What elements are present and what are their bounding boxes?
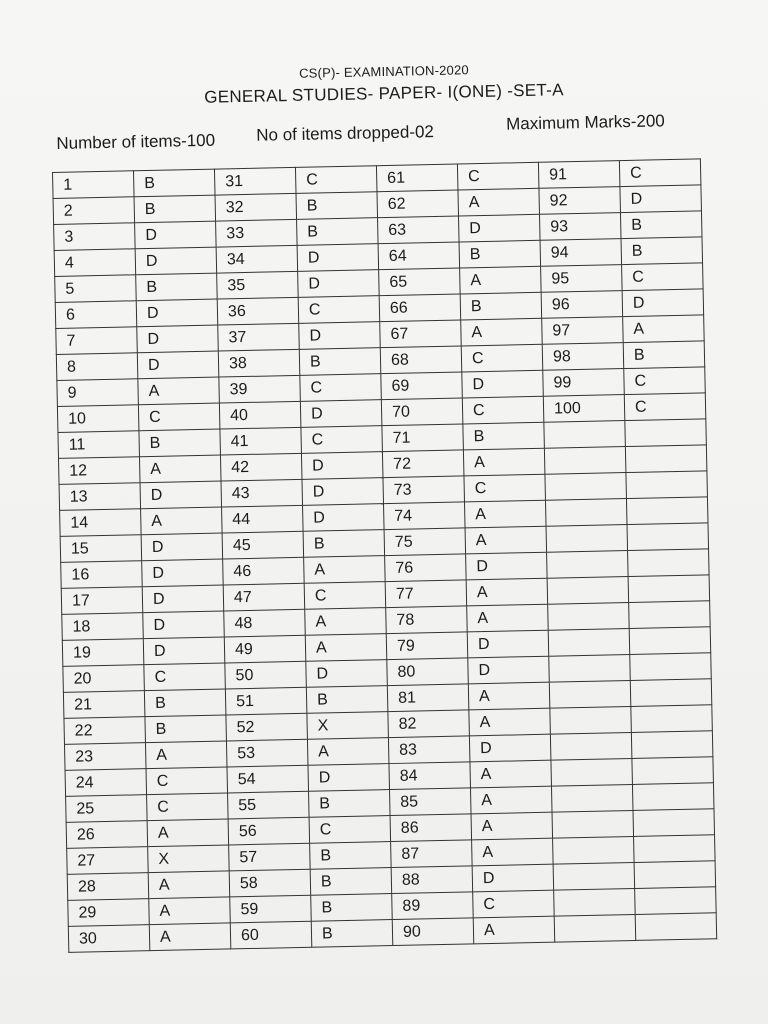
question-number-cell: 58 — [229, 869, 311, 897]
answer-cell: A — [149, 923, 231, 951]
answer-cell: A — [305, 634, 387, 662]
question-number-cell — [551, 758, 633, 786]
answer-cell: C — [138, 403, 220, 431]
answer-cell: A — [139, 455, 221, 483]
question-number-cell: 66 — [379, 294, 461, 322]
answer-cell: A — [305, 608, 387, 636]
question-number-cell — [544, 421, 626, 449]
question-number-cell: 12 — [58, 457, 140, 485]
answer-cell — [629, 627, 711, 655]
answer-cell — [632, 783, 714, 811]
question-number-cell: 10 — [57, 405, 139, 433]
question-number-cell: 42 — [220, 453, 302, 481]
question-number-cell: 55 — [228, 791, 310, 819]
answer-cell: A — [460, 266, 542, 294]
question-number-cell: 20 — [63, 665, 145, 693]
question-number-cell: 70 — [381, 398, 463, 426]
answer-cell: D — [143, 637, 225, 665]
question-number-cell: 46 — [223, 557, 305, 585]
answer-cell — [635, 887, 717, 915]
question-number-cell: 16 — [61, 561, 143, 589]
answer-key-table — [52, 158, 717, 952]
question-number-cell — [553, 836, 635, 864]
answer-cell: D — [142, 559, 224, 587]
question-number-cell: 23 — [64, 743, 146, 771]
question-number-cell: 21 — [63, 691, 145, 719]
answer-cell — [627, 523, 709, 551]
question-number-cell: 62 — [377, 190, 459, 218]
answer-cell — [626, 497, 708, 525]
question-number-cell — [554, 914, 636, 942]
question-number-cell: 77 — [385, 580, 467, 608]
answer-cell: D — [462, 370, 544, 398]
answer-cell: D — [620, 185, 702, 213]
answer-cell: B — [311, 920, 393, 948]
answer-cell: A — [147, 819, 229, 847]
question-number-cell: 35 — [217, 271, 299, 299]
question-number-cell: 27 — [67, 847, 149, 875]
question-number-cell: 2 — [53, 197, 135, 225]
question-number-cell: 53 — [226, 739, 308, 767]
answer-cell: B — [310, 842, 392, 870]
answer-cell: B — [139, 429, 221, 457]
question-number-cell: 54 — [227, 765, 309, 793]
question-number-cell: 30 — [68, 925, 150, 953]
question-number-cell: 31 — [214, 167, 296, 195]
question-number-cell: 4 — [54, 249, 136, 277]
question-number-cell: 56 — [228, 817, 310, 845]
answer-cell: C — [624, 367, 706, 395]
answer-cell: D — [135, 247, 217, 275]
answer-cell: D — [136, 299, 218, 327]
answer-cell: C — [622, 263, 704, 291]
answer-cell: B — [296, 192, 378, 220]
answer-table-wrapper — [52, 158, 717, 952]
answer-cell: B — [623, 341, 705, 369]
answer-cell: D — [299, 322, 381, 350]
answer-cell: D — [469, 734, 551, 762]
answer-cell: A — [141, 507, 223, 535]
maximum-marks: Maximum Marks-200 — [505, 111, 665, 134]
question-number-cell — [554, 888, 636, 916]
question-number-cell — [547, 577, 629, 605]
question-number-cell: 73 — [383, 476, 465, 504]
question-number-cell: 26 — [66, 821, 148, 849]
answer-cell: B — [463, 422, 545, 450]
question-number-cell: 43 — [221, 479, 303, 507]
question-number-cell: 69 — [381, 372, 463, 400]
question-number-cell: 25 — [66, 795, 148, 823]
answer-cell: D — [459, 214, 541, 242]
question-number-cell: 13 — [59, 483, 141, 511]
answer-cell: A — [468, 682, 550, 710]
answer-cell: A — [458, 188, 540, 216]
question-number-cell: 3 — [54, 223, 136, 251]
answer-cell: A — [461, 318, 543, 346]
meta-info — [56, 111, 696, 153]
answer-cell: A — [465, 526, 547, 554]
answer-cell: D — [297, 244, 379, 272]
answer-cell — [628, 575, 710, 603]
question-number-cell: 40 — [219, 401, 301, 429]
answer-cell — [628, 549, 710, 577]
question-number-cell: 65 — [379, 268, 461, 296]
answer-cell: C — [462, 396, 544, 424]
question-number-cell: 100 — [543, 395, 625, 423]
question-number-cell: 41 — [220, 427, 302, 455]
question-number-cell: 67 — [380, 320, 462, 348]
question-number-cell: 75 — [384, 528, 466, 556]
question-number-cell: 29 — [68, 899, 150, 927]
question-number-cell: 38 — [218, 349, 300, 377]
answer-cell: D — [141, 533, 223, 561]
question-number-cell: 63 — [378, 216, 460, 244]
question-number-cell: 84 — [389, 762, 471, 790]
answer-cell: B — [459, 240, 541, 268]
answer-cell: A — [145, 741, 227, 769]
answer-cell: A — [467, 604, 549, 632]
question-number-cell — [551, 784, 633, 812]
answer-cell — [631, 731, 713, 759]
answer-cell: B — [297, 218, 379, 246]
question-number-cell — [546, 525, 628, 553]
paper-title: GENERAL STUDIES- PAPER- I(ONE) -SET-A — [204, 80, 564, 107]
question-number-cell: 76 — [385, 554, 467, 582]
answer-cell: X — [148, 845, 230, 873]
question-number-cell: 34 — [216, 245, 298, 273]
answer-cell: X — [307, 712, 389, 740]
question-number-cell — [545, 473, 627, 501]
question-number-cell: 17 — [61, 587, 143, 615]
question-number-cell: 61 — [376, 164, 458, 192]
question-number-cell: 45 — [222, 531, 304, 559]
question-number-cell: 57 — [229, 843, 311, 871]
answer-cell: D — [143, 611, 225, 639]
question-number-cell: 89 — [392, 892, 474, 920]
question-number-cell: 15 — [60, 535, 142, 563]
question-number-cell: 83 — [388, 736, 470, 764]
answer-cell: D — [303, 504, 385, 532]
question-number-cell: 95 — [541, 265, 623, 293]
question-number-cell: 49 — [224, 635, 306, 663]
question-number-cell: 33 — [216, 219, 298, 247]
question-number-cell — [549, 655, 631, 683]
question-number-cell — [548, 629, 630, 657]
question-number-cell: 14 — [60, 509, 142, 537]
answer-cell: B — [309, 790, 391, 818]
answer-cell: B — [136, 273, 218, 301]
answer-cell: D — [308, 764, 390, 792]
answer-cell: C — [298, 296, 380, 324]
question-number-cell — [549, 681, 631, 709]
answer-cell: C — [309, 816, 391, 844]
question-number-cell: 39 — [219, 375, 301, 403]
question-number-cell: 99 — [543, 369, 625, 397]
answer-cell: C — [457, 162, 539, 190]
answer-cell: D — [472, 864, 554, 892]
question-number-cell: 47 — [223, 583, 305, 611]
answer-cell: C — [473, 890, 555, 918]
answer-cell — [626, 471, 708, 499]
answer-cell: C — [624, 393, 706, 421]
question-number-cell: 86 — [390, 814, 472, 842]
answer-cell: B — [306, 686, 388, 714]
question-number-cell: 91 — [538, 161, 620, 189]
answer-cell: A — [469, 708, 551, 736]
answer-cell: D — [142, 585, 224, 613]
answer-cell: B — [621, 237, 703, 265]
question-number-cell: 93 — [539, 213, 621, 241]
answer-cell — [625, 445, 707, 473]
answer-cell: A — [138, 377, 220, 405]
answer-cell: D — [137, 351, 219, 379]
answer-cell: B — [310, 868, 392, 896]
answer-cell: D — [140, 481, 222, 509]
answer-cell: B — [133, 169, 215, 197]
question-number-cell: 1 — [53, 171, 135, 199]
question-number-cell: 80 — [387, 658, 469, 686]
items-dropped: No of items dropped-02 — [256, 122, 435, 145]
answer-cell: B — [311, 894, 393, 922]
answer-cell: A — [148, 871, 230, 899]
question-number-cell — [548, 603, 630, 631]
question-number-cell: 60 — [230, 921, 312, 949]
question-number-cell: 11 — [58, 431, 140, 459]
question-number-cell: 64 — [378, 242, 460, 270]
answer-cell: D — [467, 630, 549, 658]
question-number-cell: 28 — [67, 873, 149, 901]
answer-cell: C — [146, 767, 228, 795]
question-number-cell: 8 — [56, 353, 138, 381]
question-number-cell: 37 — [218, 323, 300, 351]
answer-cell — [630, 679, 712, 707]
question-number-cell — [545, 499, 627, 527]
answer-cell: A — [470, 786, 552, 814]
answer-cell: D — [137, 325, 219, 353]
answer-cell: C — [464, 474, 546, 502]
answer-cell: D — [306, 660, 388, 688]
question-number-cell: 6 — [55, 301, 137, 329]
answer-cell — [625, 419, 707, 447]
answer-cell — [634, 861, 716, 889]
answer-cell: C — [147, 793, 229, 821]
answer-cell: D — [301, 452, 383, 480]
answer-cell: D — [622, 289, 704, 317]
answer-cell: B — [144, 689, 226, 717]
question-number-cell — [550, 706, 632, 734]
question-number-cell: 44 — [222, 505, 304, 533]
question-number-cell: 48 — [224, 609, 306, 637]
question-number-cell: 59 — [230, 895, 312, 923]
answer-cell: C — [301, 426, 383, 454]
exam-title: CS(P)- EXAMINATION-2020 — [298, 62, 470, 81]
answer-cell — [632, 757, 714, 785]
answer-cell: B — [134, 195, 216, 223]
question-number-cell: 96 — [541, 291, 623, 319]
question-number-cell: 9 — [57, 379, 139, 407]
question-number-cell — [544, 447, 626, 475]
question-number-cell — [552, 810, 634, 838]
question-number-cell: 22 — [64, 717, 146, 745]
answer-cell: A — [470, 760, 552, 788]
answer-cell: A — [463, 448, 545, 476]
answer-cell: A — [471, 812, 553, 840]
answer-cell: A — [466, 578, 548, 606]
question-number-cell — [550, 732, 632, 760]
question-number-cell: 81 — [387, 684, 469, 712]
answer-cell: C — [461, 344, 543, 372]
question-number-cell: 5 — [55, 275, 137, 303]
question-number-cell: 85 — [390, 788, 472, 816]
question-number-cell: 52 — [226, 713, 308, 741]
answer-cell: C — [300, 374, 382, 402]
answer-cell: C — [144, 663, 226, 691]
answer-cell: A — [149, 897, 231, 925]
question-number-cell: 18 — [62, 613, 144, 641]
answer-cell: C — [295, 166, 377, 194]
question-number-cell: 68 — [380, 346, 462, 374]
answer-cell: D — [466, 552, 548, 580]
question-number-cell: 24 — [65, 769, 147, 797]
question-number-cell: 36 — [217, 297, 299, 325]
answer-cell — [630, 653, 712, 681]
answer-cell: B — [299, 348, 381, 376]
answer-cell — [629, 601, 711, 629]
question-number-cell: 98 — [542, 343, 624, 371]
question-number-cell: 51 — [225, 687, 307, 715]
answer-cell: A — [623, 315, 705, 343]
answer-cell: A — [465, 500, 547, 528]
question-number-cell: 32 — [215, 193, 297, 221]
question-number-cell: 94 — [540, 239, 622, 267]
question-number-cell: 78 — [386, 606, 468, 634]
answer-cell: A — [472, 838, 554, 866]
answer-cell: B — [303, 530, 385, 558]
answer-cell: D — [300, 400, 382, 428]
question-number-cell: 79 — [386, 632, 468, 660]
answer-cell: B — [620, 211, 702, 239]
answer-cell: A — [473, 916, 555, 944]
question-number-cell: 88 — [391, 866, 473, 894]
answer-cell: D — [302, 478, 384, 506]
answer-cell — [633, 809, 715, 837]
question-number-cell: 71 — [382, 424, 464, 452]
answer-cell: A — [304, 556, 386, 584]
question-number-cell: 74 — [384, 502, 466, 530]
question-number-cell: 82 — [388, 710, 470, 738]
question-number-cell: 19 — [62, 639, 144, 667]
question-number-cell: 90 — [392, 918, 474, 946]
answer-cell — [634, 835, 716, 863]
answer-cell — [631, 705, 713, 733]
question-number-cell: 7 — [56, 327, 138, 355]
question-number-cell: 87 — [391, 840, 473, 868]
answer-cell: A — [307, 738, 389, 766]
question-number-cell: 50 — [225, 661, 307, 689]
answer-cell: D — [298, 270, 380, 298]
question-number-cell — [553, 862, 635, 890]
question-number-cell — [547, 551, 629, 579]
answer-cell: B — [460, 292, 542, 320]
question-number-cell: 92 — [539, 187, 621, 215]
answer-cell: B — [145, 715, 227, 743]
answer-cell: C — [619, 159, 701, 187]
number-of-items: Number of items-100 — [56, 130, 216, 153]
answer-cell: D — [468, 656, 550, 684]
answer-cell — [635, 913, 717, 941]
answer-cell: D — [135, 221, 217, 249]
question-number-cell: 97 — [542, 317, 624, 345]
answer-cell: C — [304, 582, 386, 610]
question-number-cell: 72 — [382, 450, 464, 478]
